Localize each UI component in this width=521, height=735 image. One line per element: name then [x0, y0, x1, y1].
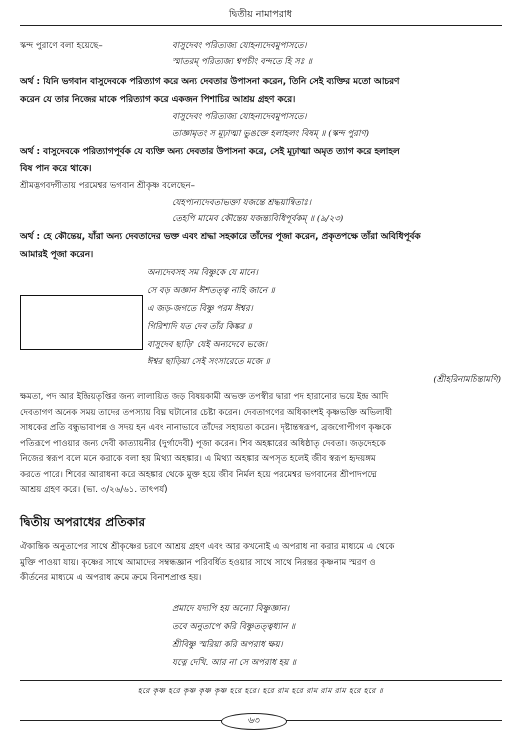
- blank-box: [20, 295, 143, 350]
- verse-line: তাজ্ঞামৃতং স মূঢ়াত্মা ভুঙক্তে হলাহলং বিষম্ ॥ (স্কন্দ পুরাণ): [172, 129, 370, 139]
- verse-line: স্মাতরম্ পরিত্যজ্য শ্বপচীং বন্দতে হি সঃ ॥: [172, 57, 312, 67]
- commentary-paragraph: [20, 390, 502, 499]
- paragraph-line: ক্ষমতা, পদ আর ইন্দ্রিয়তৃপ্তির জন্য লালায়িত জড় বিষয়কামী অভক্ত তপস্বীর দ্বারা পদ হারানোর ভয়ে ইন্দ্র আদি: [20, 392, 389, 402]
- poem-line: তবে অনুতাপে করি বিষ্ণুতত্ত্বধ্যান ॥: [172, 622, 296, 632]
- remedy-paragraph: [20, 540, 502, 587]
- poem-line: গিরিশাদি যত দেব তাঁর কিঙ্কর ॥: [147, 322, 252, 332]
- poem-line: শ্রীবিষ্ণু স্মরিয়া করি অপরাধ ক্ষয়।: [172, 640, 283, 650]
- meaning-line: আমারই পূজা করেন।: [20, 250, 94, 260]
- footer-divider-top: [20, 680, 502, 681]
- poem-source: (শ্রীহরিনামচিন্তামণি): [433, 375, 501, 385]
- poem-line: অন্যদেবসহ সম বিষ্ণুকে যে মানে।: [147, 268, 258, 278]
- poem-line: এ জড়-জগতে বিষ্ণু পরম ঈশ্বর।: [147, 304, 253, 314]
- poem-line: ঈশ্বর ছাড়িয়া সেই সংসারেতে মজে ॥: [147, 357, 270, 367]
- intro-skanda-purana: স্কন্দ পুরাণে বলা হয়েছে–: [20, 41, 103, 51]
- poem-line: সে বড় অজ্ঞান ঈশতত্ত্ব নাহি জানে ॥: [147, 286, 275, 296]
- verse-line: বাসুদেবং পরিত্যজ্য যোহন্যদেবমুপাসতে।: [172, 112, 307, 122]
- meaning-line: করেন যে তার নিজের মাকে পরিত্যাগ করে একজন পিশাচির আশ্রয় গ্রহণ করে।: [20, 95, 296, 105]
- verse-line: যেহপ্যন্যদেবতাভক্তা যজন্তে শ্রদ্ধয়ান্বিতাঃ।: [172, 198, 312, 208]
- meaning-line: অর্থ : বাসুদেবকে পরিত্যাগপূর্বক যে ব্যক্তি অন্য দেবতার উপাসনা করে, সেই মূঢ়াত্মা অমৃত ত্যাগ করে হলাহল: [20, 147, 400, 157]
- poem-line: বাসুদেব ছাড়ি' যেই অন্যদেবে ভজে।: [147, 340, 268, 350]
- verse-line: তেহপি মামেব কৌন্তেয় যজন্ত্যবিধিপূর্বকম্ ॥ (৯/২৩): [172, 214, 344, 224]
- paragraph-line: সাধকের প্রতি বন্ধুভাবাপন্ন ও সদয় হন এবং নানাভাবে তাঁদের সহায়তা করেন। দৃষ্টান্তস্বরূপ, ব্রজগোপীগণ কৃষ্ণকে: [20, 423, 392, 433]
- paragraph-line: করতে পারে। শিবের আরাধনা করে অহঙ্কার থেকে মুক্ত হয়ে জীব নির্মল হয়ে পরমেশ্বর ভগবানের শ্রীপাদপদ্মে: [20, 469, 377, 480]
- section-heading: দ্বিতীয় অপরাধের প্রতিকার: [20, 515, 146, 529]
- paragraph-line: মুক্তি পাওয়া যায়। কৃষ্ণের সাথে আমাদের সম্বন্ধজ্ঞান পরিবর্ধিত হওয়ার সাথে সাথে নিরন্তর কৃষ্ণনাম স্মরণ ও: [20, 557, 376, 568]
- paragraph-line: ঐকান্তিক অনুতাপের সাথে শ্রীকৃষ্ণের চরণে আশ্রয় গ্রহণ এবং আর কখনোই এ অপরাধ না করার মাধ্যমে এ থেকে: [20, 542, 395, 552]
- page-number: ৬৩: [221, 713, 287, 730]
- poem-line: যত্নে দেখি. আর না সে অপরাধ হয় ॥: [172, 658, 296, 668]
- paragraph-line: দেবতাগণ অনেক সময় তাদের তপস্যায় বিঘ্ন ঘটানোর চেষ্টা করেন। দেবতাগণের অধিকাংশই কৃষ্ণভক্তি অভিলাষী: [20, 407, 393, 418]
- intro-gita: শ্রীমদ্ভগবদ্গীতায় পরমেশ্বর ভগবান শ্রীকৃষ্ণ বলেছেন–: [20, 181, 195, 191]
- meaning-line: বিষ পান করে থাকে।: [20, 164, 92, 174]
- poem-line: প্রমাদে যদ্যপি হয় অন্যো বিষ্ণুজ্ঞান।: [172, 604, 290, 614]
- meaning-line: অর্থ : যিনি ভগবান বাসুদেবকে পরিত্যাগ করে অন্য দেবতার উপাসনা করেন, তিনি সেই ব্যক্তির মতো আচরণ: [20, 77, 400, 87]
- header-divider: [20, 25, 502, 26]
- footer-mantra: হরে কৃষ্ণ হরে কৃষ্ণ কৃষ্ণ কৃষ্ণ হরে হরে। হরে রাম হরে রাম রাম রাম হরে হরে ॥: [137, 686, 384, 695]
- page-header-title: দ্বিতীয় নামাপরাধ: [228, 9, 293, 20]
- paragraph-line: আশ্রয় গ্রহণ করে। (ভা. ৩/২৬/৬১. তাৎপর্য): [20, 485, 168, 495]
- paragraph-line: কীর্তনের মাধ্যমে এ অপরাধ ক্রমে ক্রমে বিনাশপ্রাপ্ত হয়।: [20, 573, 202, 583]
- meaning-line: অর্থ : হে কৌন্তেয়, যাঁরা অন্য দেবতাদের ভক্ত এবং শ্রদ্ধা সহকারে তাঁদের পূজা করেন, প্রকৃতপক্ষে তাঁরা অবিধিপূর্বক: [20, 232, 421, 242]
- paragraph-line: পতিরূপে পাওয়ার জন্য দেবী কাত্যায়নীর (দুর্গাদেবী) পূজা করেন। শিব অহঙ্কারের অধিষ্ঠাতৃ দেবতা। জড়দেহকে: [20, 438, 386, 449]
- verse-line: বাসুদেবং পরিত্যজ্য যোহন্যদেবমুপাসতে।: [172, 41, 307, 51]
- paragraph-line: নিজের স্বরূপ বলে মনে করাকে বলা হয় মিথ্যা অহঙ্কার। এ মিথ্যা অহঙ্কার অপসৃত হলেই জীব স্বরূপ হৃদয়ঙ্গম: [20, 454, 376, 464]
